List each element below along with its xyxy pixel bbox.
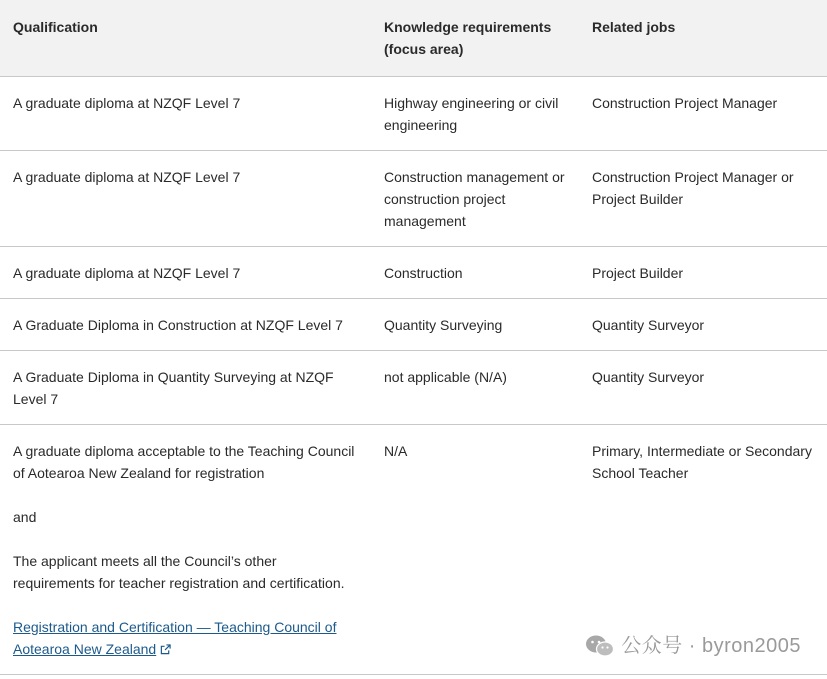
cell-knowledge: Construction — [371, 247, 579, 299]
cell-knowledge: N/A — [371, 425, 579, 675]
watermark — [585, 634, 801, 658]
cell-related-jobs: Primary, Intermediate or Secondary School Teacher — [579, 425, 827, 675]
cell-related-jobs: Project Builder — [579, 247, 827, 299]
table-row — [0, 351, 827, 425]
external-link-icon — [160, 644, 171, 655]
table-header-row — [0, 0, 827, 77]
header-knowledge-requirements: Knowledge requirements (focus area) — [371, 0, 579, 77]
cell-qualification: A graduate diploma at NZQF Level 7 — [0, 77, 371, 151]
cell-knowledge: Construction management or construction project management — [371, 151, 579, 247]
table-row — [0, 299, 827, 351]
cell-qualification: A graduate diploma at NZQF Level 7 — [0, 151, 371, 247]
link-paragraph — [13, 616, 359, 660]
cell-knowledge: Quantity Surveying — [371, 299, 579, 351]
cell-qualification: A Graduate Diploma in Quantity Surveying at NZQF Level 7 — [0, 351, 371, 425]
cell-qualification: A Graduate Diploma in Construction at NZQF Level 7 — [0, 299, 371, 351]
qualification-paragraph: The applicant meets all the Council’s other requirements for teacher registration and certification. — [13, 553, 345, 591]
cell-related-jobs: Quantity Surveyor — [579, 351, 827, 425]
cell-related-jobs: Construction Project Manager — [579, 77, 827, 151]
table-row — [0, 247, 827, 299]
table-row — [0, 151, 827, 247]
table-row — [0, 77, 827, 151]
header-related-jobs: Related jobs — [579, 0, 827, 77]
cell-related-jobs: Construction Project Manager or Project Builder — [579, 151, 827, 247]
qualification-paragraph: and — [13, 509, 37, 525]
cell-knowledge: not applicable (N/A) — [371, 351, 579, 425]
watermark-text: 公众号 · byron2005 — [621, 635, 801, 657]
cell-related-jobs: Quantity Surveyor — [579, 299, 827, 351]
cell-qualification — [0, 425, 371, 675]
header-qualification: Qualification — [0, 0, 371, 77]
qualification-paragraph: A graduate diploma acceptable to the Teaching Council of Aotearoa New Zealand for registration — [13, 443, 355, 481]
cell-qualification: A graduate diploma at NZQF Level 7 — [0, 247, 371, 299]
wechat-icon — [585, 634, 615, 658]
registration-certification-link[interactable] — [13, 619, 336, 657]
link-text: Registration and Certification — Teaching Council of Aotearoa New Zealand — [13, 619, 337, 657]
cell-knowledge: Highway engineering or civil engineering — [371, 77, 579, 151]
